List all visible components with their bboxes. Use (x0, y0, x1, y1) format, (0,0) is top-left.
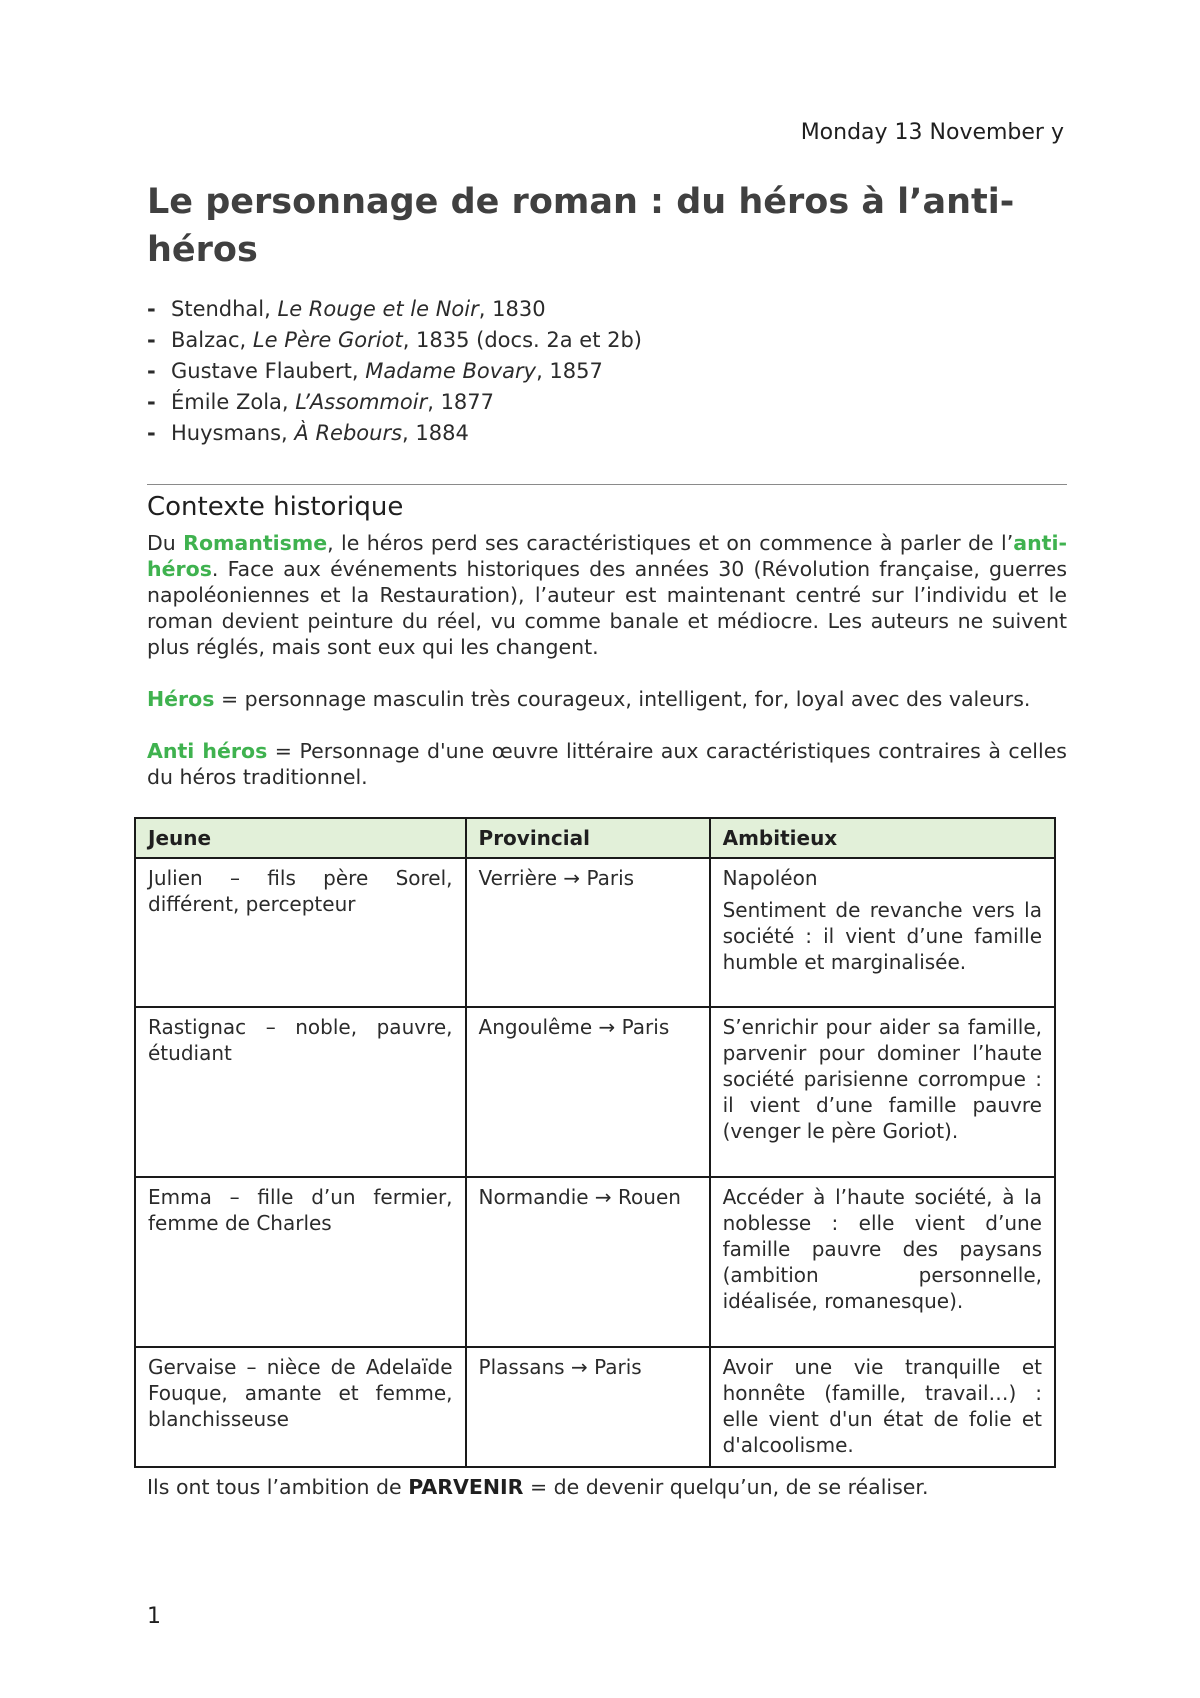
book-author: Huysmans, (171, 421, 295, 445)
table-row (135, 1007, 1055, 1177)
cell-provincial: Normandie → Rouen (466, 1177, 710, 1347)
book-year: , 1857 (536, 359, 603, 383)
definition-text: = personnage masculin très courageux, intelligent, for, loyal avec des valeurs. (214, 687, 1031, 711)
definition-heros (147, 686, 1067, 712)
book-title: Le Rouge et le Noir (277, 297, 479, 321)
definition-term: Héros (147, 687, 215, 711)
book-year: , 1884 (402, 421, 469, 445)
bullet-dash: - (147, 421, 156, 445)
book-author: Gustave Flaubert, (171, 359, 366, 383)
cell-jeune: Gervaise – nièce de Adelaïde Fouque, amante et femme, blanchisseuse (135, 1347, 466, 1467)
bullet-dash: - (147, 359, 156, 383)
cell-jeune: Emma – fille d’un fermier, femme de Charles (135, 1177, 466, 1347)
intro-text: . Face aux événements historiques des années 30 (Révolution française, guerres napoléoniennes et la Restauration), l’auteur est maintenant centré sur l’individu et le roman devient peinture du réel, vu comme banale et médiocre. Les auteurs ne suivent plus réglés, mais sont eux qui les changent. (147, 557, 1067, 659)
cell-ambitieux (710, 858, 1055, 1007)
book-author: Balzac, (171, 328, 253, 352)
intro-paragraph (147, 530, 1067, 660)
definition-anti-heros (147, 738, 1067, 790)
intro-text: , le héros perd ses caractéristiques et on commence à parler de l’ (327, 531, 1014, 555)
closing-text: Ils ont tous l’ambition de (147, 1475, 409, 1499)
cell-ambitieux: Accéder à l’haute société, à la noblesse : elle vient d’une famille pauvre des paysans (ambition personnelle, idéalisée, romanesque). (710, 1177, 1055, 1347)
table-header-row (135, 818, 1055, 858)
cell-provincial: Angoulême → Paris (466, 1007, 710, 1177)
list-item (147, 387, 642, 418)
section-title: Contexte historique (147, 492, 404, 522)
cell-ambitieux: S’enrichir pour aider sa famille, parvenir pour dominer l’haute société parisienne corrompue : il vient d’une famille pauvre (venger le père Goriot). (710, 1007, 1055, 1177)
bullet-dash: - (147, 390, 156, 414)
book-title: Madame Bovary (365, 359, 537, 383)
book-author: Stendhal, (171, 297, 278, 321)
date-line: Monday 13 November y (800, 120, 1064, 145)
page-number: 1 (147, 1604, 161, 1629)
column-header: Jeune (135, 818, 466, 858)
characters-table (134, 817, 1056, 1468)
book-year: , 1830 (478, 297, 546, 321)
book-author: Émile Zola, (171, 390, 296, 414)
book-year: , 1877 (427, 390, 495, 414)
list-item (147, 418, 642, 449)
table-row (135, 1347, 1055, 1467)
table-row (135, 858, 1055, 1007)
table-row (135, 1177, 1055, 1347)
page-title: Le personnage de roman : du héros à l’anti-héros (147, 182, 1015, 270)
book-title: Le Père Goriot (252, 328, 403, 352)
closing-text: = de devenir quelqu’un, de se réaliser. (523, 1475, 929, 1499)
intro-text: Du (147, 531, 184, 555)
closing-sentence (147, 1474, 1067, 1500)
list-item (147, 356, 642, 387)
book-list (147, 294, 642, 449)
bullet-dash: - (147, 328, 156, 352)
cell-jeune: Julien – fils père Sorel, différent, percepteur (135, 858, 466, 1007)
cell-ambitieux: Avoir une vie tranquille et honnête (famille, travail…) : elle vient d'un état de folie et d'alcoolisme. (710, 1347, 1055, 1467)
closing-keyword: PARVENIR (408, 1475, 524, 1499)
column-header: Ambitieux (710, 818, 1055, 858)
cell-line: Napoléon (722, 866, 818, 890)
section-divider (147, 484, 1067, 485)
book-year: , 1835 (docs. 2a et 2b) (402, 328, 642, 352)
book-title: L’Assommoir (295, 390, 428, 414)
column-header: Provincial (466, 818, 710, 858)
term-anti-heros: anti-héros (147, 531, 1067, 581)
list-item (147, 325, 642, 356)
term-romantisme: Romantisme (183, 531, 328, 555)
definition-term: Anti héros (147, 739, 268, 763)
cell-line: Sentiment de revanche vers la société : il vient d’une famille humble et marginalisée. (722, 898, 1042, 974)
bullet-dash: - (147, 297, 156, 321)
cell-jeune: Rastignac – noble, pauvre, étudiant (135, 1007, 466, 1177)
book-title: À Rebours (294, 421, 403, 445)
definition-text: = Personnage d'une œuvre littéraire aux caractéristiques contraires à celles du héros traditionnel. (147, 739, 1067, 789)
cell-provincial: Verrière → Paris (466, 858, 710, 1007)
cell-provincial: Plassans → Paris (466, 1347, 710, 1467)
list-item (147, 294, 642, 325)
